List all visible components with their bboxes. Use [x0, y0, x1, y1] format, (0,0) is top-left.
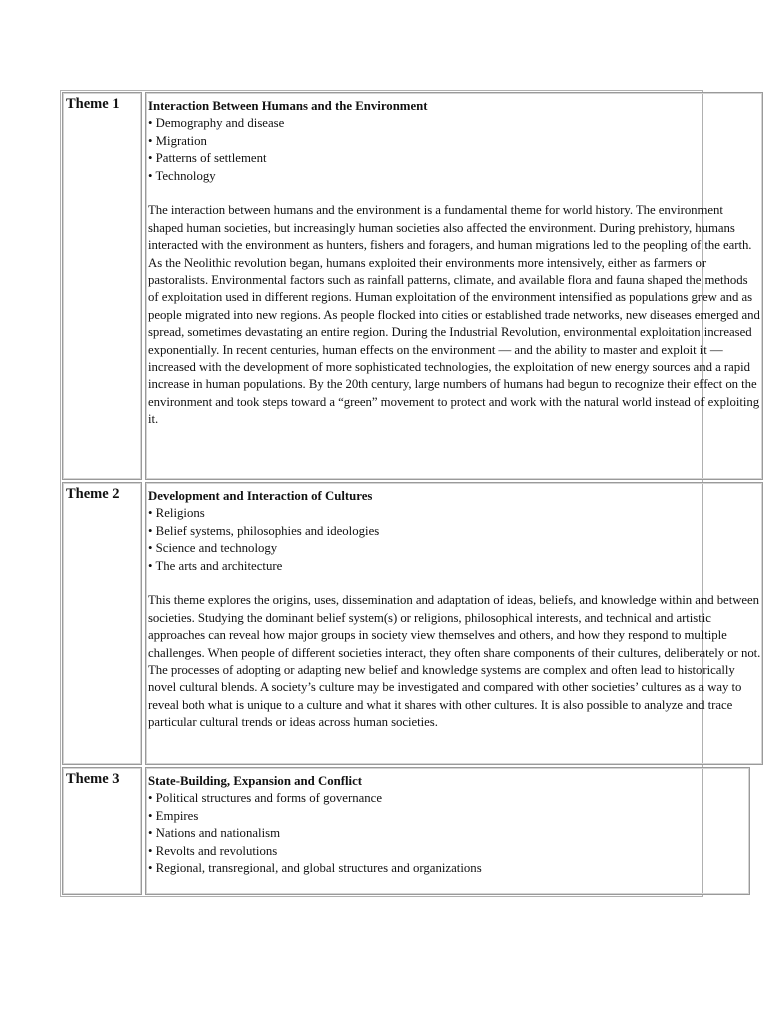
- theme-label: Theme 3: [62, 767, 142, 895]
- theme-heading: Interaction Between Humans and the Environment: [148, 99, 428, 113]
- theme-content: [145, 92, 763, 480]
- list-item: • Regional, transregional, and global structures and organizations: [148, 861, 482, 876]
- theme-description: This theme explores the origins, uses, dissemination and adaptation of ideas, beliefs, and knowledge within and between societies. Studying the dominant belief system(s) or religions, philosophical interests, and technical and artistic approaches can reveal how major groups in society view themselves and others, and how they respond to multiple challenges. When people of different societies interact, they often share components of their cultures, deliberately or not. The processes of adopting or adapting new belief and knowledge systems are complex and often lead to historically novel cultural blends. A society’s culture may be investigated and compared with other societies’ cultures as a way to reveal both what is unique to a culture and what it shares with other cultures. It is also possible to analyze and trace particular cultural trends or ideas across human societies.: [148, 593, 761, 730]
- theme-content: [145, 482, 763, 765]
- theme-description: The interaction between humans and the environment is a fundamental theme for world history. The environment shaped human societies, but increasingly human societies also affected the environment. During prehistory, humans interacted with the environment as hunters, fishers and foragers, and human migrations led to the peopling of the earth. As the Neolithic revolution began, humans exploited their environments more intensively, either as farmers or pastoralists. Environmental factors such as rainfall patterns, climate, and available flora and fauna shaped the methods of exploitation used in different regions. Human exploitation of the environment intensified as populations grew and as people migrated into new regions. As people flocked into cities or established trade networks, new diseases emerged and spread, sometimes devastating an entire region. During the Industrial Revolution, environmental exploitation increased exponentially. In recent centuries, human effects on the environment — and the ability to master and exploit it — increased with the development of more sophisticated technologies, the exploitation of new energy sources and a rapid increase in human populations. By the 20th century, large numbers of humans had begun to recognize their effect on the environment and took steps toward a “green” movement to protect and work with the natural world instead of exploiting it.: [148, 203, 760, 427]
- topic-list: [148, 115, 761, 185]
- list-item: • Technology: [148, 168, 216, 183]
- theme-content: [145, 767, 750, 895]
- list-item: • Empires: [148, 808, 199, 823]
- list-item: • The arts and architecture: [148, 558, 283, 573]
- list-item: • Revolts and revolutions: [148, 843, 278, 858]
- list-item: • Demography and disease: [148, 116, 285, 131]
- topic-list: [148, 505, 761, 575]
- theme-heading: Development and Interaction of Cultures: [148, 489, 373, 503]
- list-item: • Political structures and forms of governance: [148, 791, 383, 806]
- list-item: • Migration: [148, 133, 207, 148]
- theme-label: Theme 2: [62, 482, 142, 765]
- list-item: • Nations and nationalism: [148, 826, 281, 841]
- list-item: • Belief systems, philosophies and ideologies: [148, 523, 380, 538]
- theme-label: Theme 1: [62, 92, 142, 480]
- theme-heading: State-Building, Expansion and Conflict: [148, 774, 363, 788]
- list-item: • Science and technology: [148, 541, 278, 556]
- list-item: • Patterns of settlement: [148, 151, 267, 166]
- topic-list: [148, 790, 748, 877]
- list-item: • Religions: [148, 506, 205, 521]
